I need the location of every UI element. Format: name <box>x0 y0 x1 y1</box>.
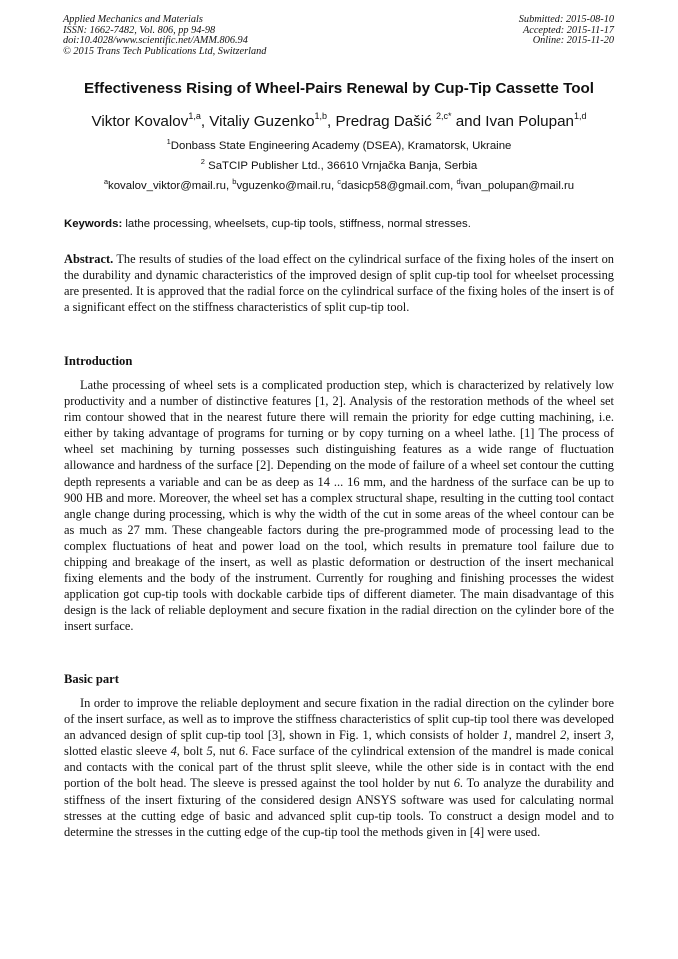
abstract-paragraph <box>64 251 614 315</box>
body-text: . To analyze the durability and stiffness of the insert fixturing of the considered design ANSYS software was used for calculating normal stresses at the cutting edge of basic and advanced split cup-tip tools. To construct a design model and to determine the stresses in the cutting edge of the cup-tip tool the methods given in [4] were used. <box>64 776 615 839</box>
keywords-text: lathe processing, wheelsets, cup-tip tools, stiffness, normal stresses. <box>125 218 471 230</box>
journal-name: Applied Mechanics and Materials <box>63 14 203 25</box>
part-number: 1 <box>502 728 509 743</box>
affiliation-1 <box>0 137 678 152</box>
body-text: , slotted elastic sleeve <box>64 728 615 759</box>
email-link[interactable]: kovalov_viktor@mail.ru, <box>108 180 230 192</box>
affiliation-text: Donbass State Engineering Academy (DSEA), Kramatorsk, Ukraine <box>170 140 512 152</box>
email-mark: d <box>456 177 461 186</box>
email-mark: a <box>103 177 109 186</box>
body-text: , bolt <box>176 744 207 759</box>
email-link[interactable]: vguzenko@mail.ru, <box>236 180 335 192</box>
keywords-line <box>64 218 471 230</box>
part-number: 6 <box>238 744 246 759</box>
email-mark: c <box>337 177 342 186</box>
affiliation-2 <box>0 157 678 172</box>
part-number: 5 <box>206 744 213 759</box>
doi-line: doi:10.4028/www.scientific.net/AMM.806.94 <box>63 35 248 47</box>
author-affiliation-mark: 1,d <box>573 111 587 121</box>
email-link[interactable]: ivan_polupan@mail.ru <box>460 180 575 192</box>
author-emails <box>0 177 678 192</box>
introduction-heading: Introduction <box>64 354 133 368</box>
part-number: 3 <box>604 728 611 743</box>
email-mark: b <box>232 177 237 186</box>
body-text: , insert <box>566 728 605 743</box>
body-text: In order to improve the reliable deployment and secure fixation in the radial direction on the cylinder bore of the insert surface, as well as to improve the stiffness characteristics of split cup-tip tool there was developed an advanced design of split cup-tip tool [3], shown in Fig. 1, which consists of holder <box>64 696 614 743</box>
affiliation-mark: 1 <box>166 137 171 146</box>
paper-title: Effectiveness Rising of Wheel-Pairs Renewal by Cup-Tip Cassette Tool <box>83 80 595 97</box>
submitted-date: Submitted: 2015-08-10 <box>518 14 614 25</box>
journal-header-left <box>63 15 266 57</box>
journal-header-right <box>519 15 614 47</box>
author-conjunction: and <box>455 113 482 130</box>
online-date: Online: 2015-11-20 <box>532 35 614 47</box>
author-name: Vitaliy Guzenko <box>209 113 315 130</box>
abstract-text: The results of studies of the load effect on the cylindrical surface of the fixing holes of the insert on the durability and dynamic characteristics of the improved design of split cup-tip tool for wheelset processing are presented. It is approved that the radial force on the cylindrical surface of the fixing holes of the insert is of a significant effect on the stiffness characteristics of split cup-tip tool. <box>64 252 615 315</box>
body-text: , mandrel <box>508 728 561 743</box>
introduction-paragraph: Lathe processing of wheel sets is a complicated production step, which is characterized by relatively low productivity and a number of distinctive features [1, 2]. Analysis of the restoration methods of the wheel set rim contour showed that in the nearest future there will remain the priority for edge cutting machining, i.e. either by taking advantage of programs for turning or by copy turning on a wheel lathe. [1] The process of wheel set machining by turning possesses such distinguishing features as a wide range of fluctuation allowance and hardness of the surface [2]. Depending on the mode of failure of a wheel set contour the cutting depth represents a variable and can be as deep as 14 ... 16 mm, and the hardness of the surface can be up to 900 HB and more. Moreover, the wheel set has a complex structural shape, resulting in the cutting tool contact angle change during processing, which is why the width of the cut in some areas of the wheel contour can be as much as 27 mm. These changeable factors during the pre-programmed mode of processing lead to the complex fluctuations of heat and power load on the tool, which results in premature tool failure due to chipping and breakage of the insert, as well as plastic deformation or destruction of the insert mechanical fixing elements and the body of the instrument. Currently for roughing and finishing processes the widest application got cup-tip tools with dockable carbide tips of different diameter. The main disadvantage of this design is the lack of reliable deployment and secure fixation in the radial direction on the cylinder bore of the insert surface. <box>64 378 614 634</box>
basic-part-paragraph <box>64 695 614 840</box>
accepted-date: Accepted: 2015-11-17 <box>522 24 614 36</box>
keywords-label: Keywords: <box>64 218 123 230</box>
issn-line: ISSN: 1662-7482, Vol. 806, pp 94-98 <box>63 24 216 36</box>
author-list: Viktor Kovalov$^{1,a}$, Vitaliy Guzenko$^{1,b}$, Predrag Dašić $^{2,c*}$ and Ivan Polupan$^{1,d}$ <box>91 111 587 130</box>
affiliation-mark: 2 <box>200 157 205 166</box>
author-name: Predrag Dašić <box>335 113 432 130</box>
body-text: . Face surface of the cylindrical extension of the mandrel is made conical and contacts with the conical part of the thrust split sleeve, while the other side is in contact with the end portion of the bolt head. The sleeve is pressed against the tool holder by nut <box>64 744 614 791</box>
email-link[interactable]: dasicp58@gmail.com, <box>341 180 454 192</box>
author-affiliation-mark: 1,a <box>188 111 201 121</box>
author-name: Viktor Kovalov <box>91 113 189 130</box>
author-name: Ivan Polupan <box>485 113 574 130</box>
affiliation-text: SaTCIP Publisher Ltd., 36610 Vrnjačka Banja, Serbia <box>208 160 478 172</box>
copyright-line: © 2015 Trans Tech Publications Ltd, Switzerland <box>63 45 267 57</box>
author-affiliation-mark: 1,b <box>314 111 328 121</box>
basic-part-heading: Basic part <box>64 672 119 686</box>
part-number: 4 <box>170 744 177 759</box>
part-number: 2 <box>560 728 567 743</box>
body-text: , nut <box>212 744 239 759</box>
author-affiliation-mark: 2,c* <box>435 111 452 121</box>
abstract-label: Abstract. <box>64 252 114 266</box>
part-number: 6 <box>453 776 460 791</box>
